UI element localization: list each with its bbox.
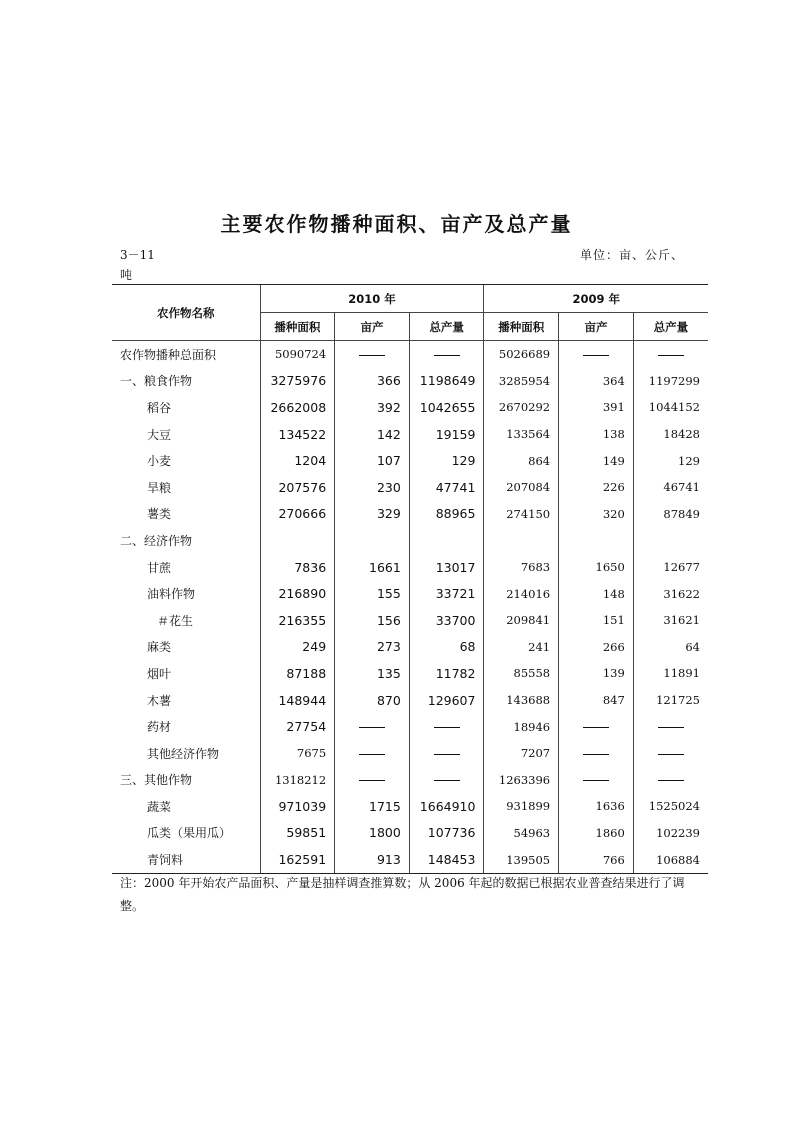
value-cell: 87849 bbox=[633, 501, 708, 528]
crop-name-cell: 薯类 bbox=[147, 507, 172, 522]
value-cell: 931899 bbox=[484, 793, 559, 820]
value-cell: 88965 bbox=[409, 501, 484, 528]
value-cell: 1650 bbox=[559, 554, 634, 581]
crop-name-cell: ＃花生 bbox=[157, 613, 194, 628]
yield-2010-header: 亩产 bbox=[335, 313, 410, 341]
no-data-dash bbox=[583, 780, 609, 781]
value-cell: 207576 bbox=[260, 474, 335, 501]
no-data-cell bbox=[559, 341, 634, 368]
value-cell: 148453 bbox=[409, 846, 484, 873]
value-cell: 273 bbox=[335, 634, 410, 661]
value-cell: 46741 bbox=[633, 474, 708, 501]
value-cell: 129607 bbox=[409, 687, 484, 714]
value-cell bbox=[409, 527, 484, 554]
table-row bbox=[112, 474, 708, 501]
value-cell: 1198649 bbox=[409, 368, 484, 395]
crop-name-cell: 瓜类（果用瓜） bbox=[147, 826, 232, 841]
value-cell: 1204 bbox=[260, 447, 335, 474]
value-cell: 162591 bbox=[260, 846, 335, 873]
value-cell: 148 bbox=[559, 580, 634, 607]
table-body bbox=[112, 341, 708, 874]
value-cell: 139 bbox=[559, 660, 634, 687]
value-cell: 47741 bbox=[409, 474, 484, 501]
output-2009-header: 总产量 bbox=[633, 313, 708, 341]
value-cell: 129 bbox=[409, 447, 484, 474]
value-cell: 102239 bbox=[633, 820, 708, 847]
value-cell: 138 bbox=[559, 421, 634, 448]
value-cell: 7675 bbox=[260, 740, 335, 767]
value-cell: 27754 bbox=[260, 713, 335, 740]
page-title: 主要农作物播种面积、亩产及总产量 bbox=[220, 212, 573, 236]
value-cell bbox=[260, 527, 335, 554]
value-cell: 129 bbox=[633, 447, 708, 474]
no-data-dash bbox=[583, 727, 609, 728]
no-data-dash bbox=[359, 355, 385, 356]
crop-name-cell: 油料作物 bbox=[147, 587, 196, 602]
table-row bbox=[112, 580, 708, 607]
crop-name-cell: 其他经济作物 bbox=[147, 746, 220, 761]
table-row bbox=[112, 713, 708, 740]
value-cell: 149 bbox=[559, 447, 634, 474]
value-cell: 134522 bbox=[260, 421, 335, 448]
value-cell: 19159 bbox=[409, 421, 484, 448]
no-data-cell bbox=[335, 713, 410, 740]
value-cell: 2670292 bbox=[484, 394, 559, 421]
value-cell: 33721 bbox=[409, 580, 484, 607]
value-cell: 5090724 bbox=[260, 341, 335, 368]
value-cell: 7683 bbox=[484, 554, 559, 581]
value-cell: 270666 bbox=[260, 501, 335, 528]
no-data-dash bbox=[658, 754, 684, 755]
value-cell: 121725 bbox=[633, 687, 708, 714]
value-cell: 18428 bbox=[633, 421, 708, 448]
table-row bbox=[112, 554, 708, 581]
value-cell: 207084 bbox=[484, 474, 559, 501]
table-row bbox=[112, 447, 708, 474]
table-number: 3－11 bbox=[120, 248, 155, 262]
value-cell: 913 bbox=[335, 846, 410, 873]
crop-name-cell: 农作物播种总面积 bbox=[120, 347, 217, 362]
table-row bbox=[112, 767, 708, 794]
value-cell: 366 bbox=[335, 368, 410, 395]
value-cell: 2662008 bbox=[260, 394, 335, 421]
crop-name-cell: 一、粮食作物 bbox=[120, 374, 193, 389]
no-data-dash bbox=[583, 754, 609, 755]
output-2010-header: 总产量 bbox=[409, 313, 484, 341]
value-cell: 133564 bbox=[484, 421, 559, 448]
value-cell: 230 bbox=[335, 474, 410, 501]
crop-name-cell: 烟叶 bbox=[147, 666, 172, 681]
value-cell: 241 bbox=[484, 634, 559, 661]
value-cell: 5026689 bbox=[484, 341, 559, 368]
table-row bbox=[112, 660, 708, 687]
no-data-cell bbox=[335, 341, 410, 368]
value-cell: 33700 bbox=[409, 607, 484, 634]
value-cell: 155 bbox=[335, 580, 410, 607]
no-data-cell bbox=[409, 767, 484, 794]
value-cell bbox=[633, 527, 708, 554]
value-cell: 68 bbox=[409, 634, 484, 661]
no-data-cell bbox=[409, 341, 484, 368]
sown-area-2009-header: 播种面积 bbox=[484, 313, 559, 341]
crop-name-cell: 小麦 bbox=[147, 454, 172, 469]
value-cell: 1800 bbox=[335, 820, 410, 847]
table-row bbox=[112, 341, 708, 368]
value-cell: 266 bbox=[559, 634, 634, 661]
table-row bbox=[112, 820, 708, 847]
value-cell: 1044152 bbox=[633, 394, 708, 421]
value-cell: 1661 bbox=[335, 554, 410, 581]
value-cell: 870 bbox=[335, 687, 410, 714]
value-cell: 249 bbox=[260, 634, 335, 661]
year-2009-header: 2009 年 bbox=[484, 285, 708, 313]
no-data-cell bbox=[633, 713, 708, 740]
crop-name-cell: 蔬菜 bbox=[147, 799, 172, 814]
crop-name-cell: 木薯 bbox=[147, 693, 172, 708]
value-cell: 156 bbox=[335, 607, 410, 634]
value-cell bbox=[484, 527, 559, 554]
no-data-dash bbox=[434, 355, 460, 356]
no-data-cell bbox=[409, 740, 484, 767]
no-data-cell bbox=[409, 713, 484, 740]
value-cell: 3275976 bbox=[260, 368, 335, 395]
table-row bbox=[112, 394, 708, 421]
value-cell: 11782 bbox=[409, 660, 484, 687]
table-row bbox=[112, 421, 708, 448]
value-cell: 971039 bbox=[260, 793, 335, 820]
value-cell: 1715 bbox=[335, 793, 410, 820]
value-cell: 7836 bbox=[260, 554, 335, 581]
no-data-cell bbox=[633, 767, 708, 794]
value-cell: 214016 bbox=[484, 580, 559, 607]
value-cell: 1636 bbox=[559, 793, 634, 820]
crop-name-cell: 三、其他作物 bbox=[120, 773, 193, 788]
value-cell: 31622 bbox=[633, 580, 708, 607]
crop-name-cell: 二、经济作物 bbox=[120, 533, 193, 548]
value-cell: 148944 bbox=[260, 687, 335, 714]
value-cell: 106884 bbox=[633, 846, 708, 873]
table-row bbox=[112, 607, 708, 634]
value-cell: 1525024 bbox=[633, 793, 708, 820]
crop-name-cell: 大豆 bbox=[147, 427, 172, 442]
sown-area-2010-header: 播种面积 bbox=[260, 313, 335, 341]
value-cell: 143688 bbox=[484, 687, 559, 714]
value-cell: 1042655 bbox=[409, 394, 484, 421]
no-data-cell bbox=[559, 740, 634, 767]
value-cell: 3285954 bbox=[484, 368, 559, 395]
crop-name-cell: 稻谷 bbox=[147, 400, 172, 415]
value-cell: 226 bbox=[559, 474, 634, 501]
crop-data-table bbox=[112, 284, 708, 874]
no-data-dash bbox=[359, 780, 385, 781]
no-data-dash bbox=[434, 754, 460, 755]
no-data-dash bbox=[658, 355, 684, 356]
no-data-cell bbox=[335, 740, 410, 767]
no-data-cell bbox=[559, 713, 634, 740]
unit-label-continued: 吨 bbox=[120, 268, 133, 282]
table-row bbox=[112, 368, 708, 395]
no-data-cell bbox=[335, 767, 410, 794]
no-data-dash bbox=[434, 780, 460, 781]
value-cell: 329 bbox=[335, 501, 410, 528]
value-cell: 85558 bbox=[484, 660, 559, 687]
unit-label: 单位：亩、公斤、 bbox=[580, 248, 685, 262]
crop-name-cell: 甘蔗 bbox=[147, 560, 172, 575]
value-cell: 1197299 bbox=[633, 368, 708, 395]
crop-name-header: 农作物名称 bbox=[112, 285, 260, 341]
crop-name-cell: 青饲料 bbox=[112, 846, 260, 873]
value-cell: 87188 bbox=[260, 660, 335, 687]
no-data-cell bbox=[559, 767, 634, 794]
table-row bbox=[112, 527, 708, 554]
value-cell: 766 bbox=[559, 846, 634, 873]
no-data-dash bbox=[359, 754, 385, 755]
table-row bbox=[112, 740, 708, 767]
value-cell: 364 bbox=[559, 368, 634, 395]
value-cell bbox=[335, 527, 410, 554]
table-row bbox=[112, 846, 708, 873]
value-cell: 107 bbox=[335, 447, 410, 474]
year-2010-header: 2010 年 bbox=[260, 285, 484, 313]
value-cell: 864 bbox=[484, 447, 559, 474]
crop-name-cell: 药材 bbox=[147, 720, 172, 735]
value-cell: 847 bbox=[559, 687, 634, 714]
value-cell: 1860 bbox=[559, 820, 634, 847]
value-cell: 31621 bbox=[633, 607, 708, 634]
crop-name-cell: 麻类 bbox=[147, 640, 172, 655]
value-cell: 1263396 bbox=[484, 767, 559, 794]
value-cell: 18946 bbox=[484, 713, 559, 740]
no-data-dash bbox=[658, 780, 684, 781]
no-data-dash bbox=[434, 727, 460, 728]
value-cell: 54963 bbox=[484, 820, 559, 847]
value-cell: 320 bbox=[559, 501, 634, 528]
no-data-dash bbox=[583, 355, 609, 356]
value-cell: 64 bbox=[633, 634, 708, 661]
table-row bbox=[112, 634, 708, 661]
no-data-dash bbox=[359, 727, 385, 728]
value-cell: 12677 bbox=[633, 554, 708, 581]
table-row bbox=[112, 687, 708, 714]
value-cell: 274150 bbox=[484, 501, 559, 528]
table-row bbox=[112, 501, 708, 528]
yield-2009-header: 亩产 bbox=[559, 313, 634, 341]
crop-name-cell: 旱粮 bbox=[147, 480, 172, 495]
value-cell: 142 bbox=[335, 421, 410, 448]
value-cell: 209841 bbox=[484, 607, 559, 634]
value-cell: 392 bbox=[335, 394, 410, 421]
value-cell: 59851 bbox=[260, 820, 335, 847]
value-cell: 216890 bbox=[260, 580, 335, 607]
no-data-cell bbox=[633, 740, 708, 767]
value-cell: 151 bbox=[559, 607, 634, 634]
value-cell: 139505 bbox=[484, 846, 559, 873]
value-cell: 13017 bbox=[409, 554, 484, 581]
value-cell: 1318212 bbox=[260, 767, 335, 794]
table-row bbox=[112, 793, 708, 820]
value-cell bbox=[559, 527, 634, 554]
value-cell: 1664910 bbox=[409, 793, 484, 820]
value-cell: 7207 bbox=[484, 740, 559, 767]
no-data-dash bbox=[658, 727, 684, 728]
no-data-cell bbox=[633, 341, 708, 368]
value-cell: 11891 bbox=[633, 660, 708, 687]
footnote: 注：2000 年开始农产品面积、产量是抽样调查推算数；从 2006 年起的数据已根据农业普查结果进行了调整。 bbox=[120, 876, 685, 913]
value-cell: 107736 bbox=[409, 820, 484, 847]
value-cell: 216355 bbox=[260, 607, 335, 634]
value-cell: 391 bbox=[559, 394, 634, 421]
value-cell: 135 bbox=[335, 660, 410, 687]
